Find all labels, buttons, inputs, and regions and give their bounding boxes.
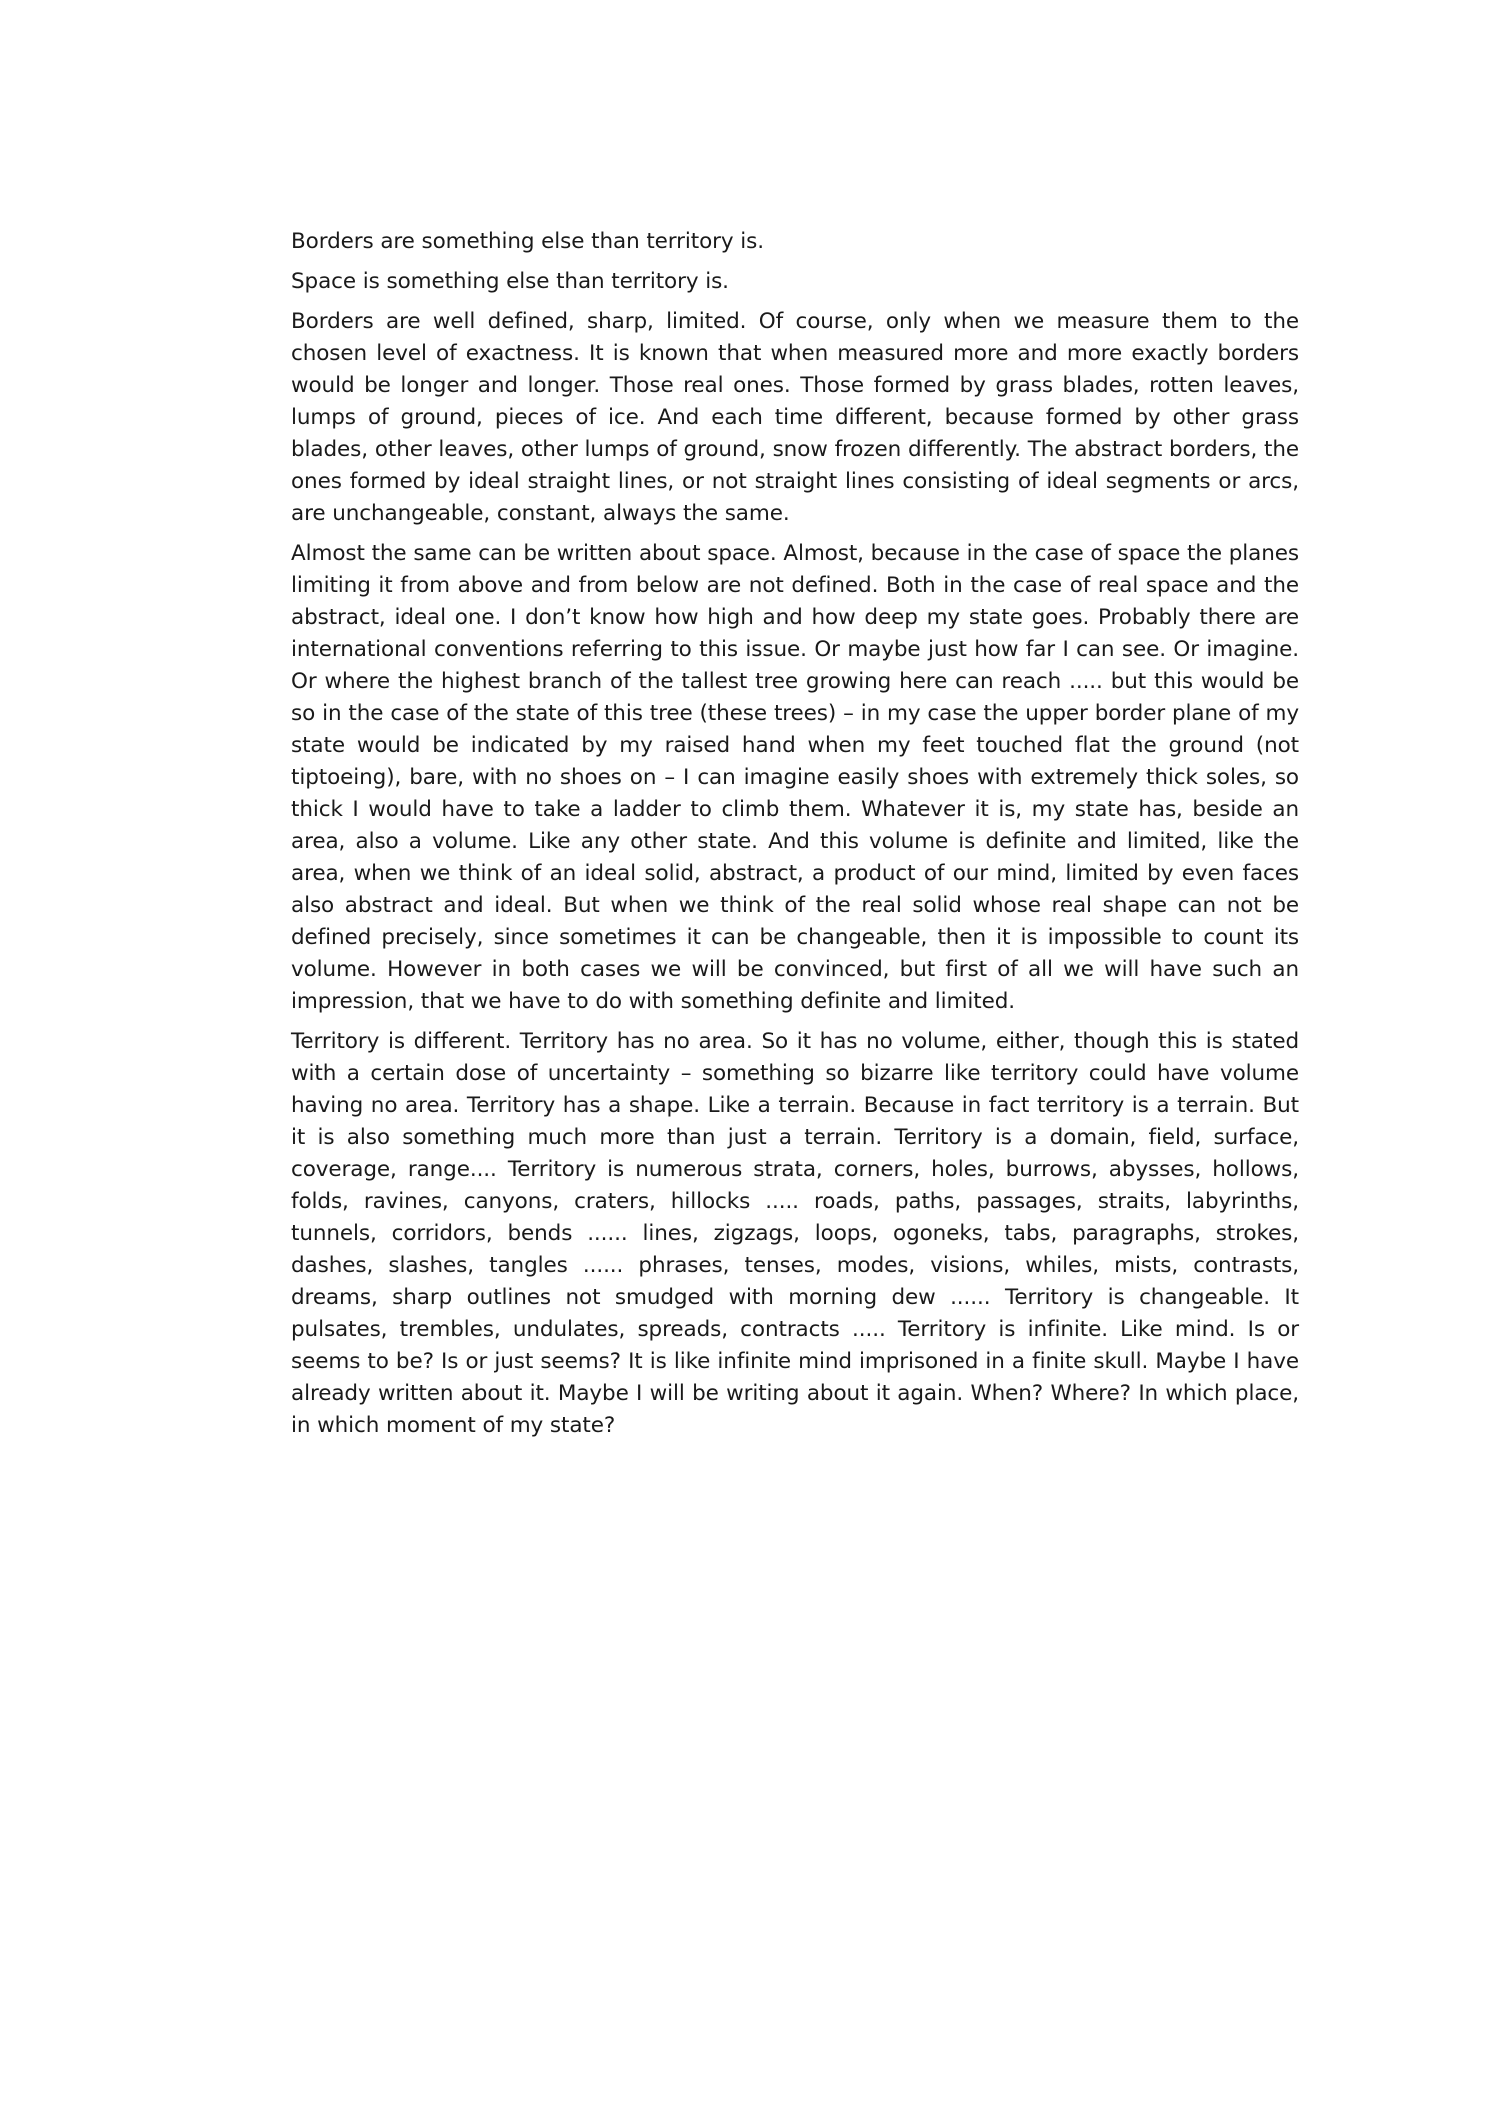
paragraph-borders: Borders are well defined, sharp, limited. Of course, only when we measure them to the chosen level of exactness. It is known that when measured more and more exactly borders would be longer and longer. Those real ones. Those formed by grass blades, rotten leaves, lumps of ground, pieces of ice. And each time different, because formed by other grass blades, other leaves, other lumps of ground, snow frozen differently. The abstract borders, the ones formed by ideal straight lines, or not straight lines consisting of ideal segments or arcs, are unchangeable, constant, always the same. [291,309,1299,526]
paragraph-space: Almost the same can be written about space. Almost, because in the case of space the planes limiting it from above and from below are not defined. Both in the case of real space and the abstract, ideal one. I don’t know how high and how deep my state goes. Probably there are international conventions referring to this issue. Or maybe just how far I can see. Or imagine. Or where the highest branch of the tallest tree growing here can reach ..... but this would be so in the case of the state of this tree (these trees) – in my case the upper border plane of my state would be indicated by my raised hand when my feet touched flat the ground (not tiptoeing), bare, with no shoes on – I can imagine easily shoes with extremely thick soles, so thick I would have to take a ladder to climb them. Whatever it is, my state has, beside an area, also a volume. Like any other state. And this volume is definite and limited, like the area, when we think of an ideal solid, abstract, a product of our mind, limited by even faces also abstract and ideal. But when we think of the real solid whose real shape can not be defined precisely, since sometimes it can be changeable, then it is impossible to count its volume. However in both cases we will be convinced, but first of all we will have such an impression, that we have to do with something definite and limited. [291,541,1299,1014]
paragraph-territory: Territory is different. Territory has no area. So it has no volume, either, though this is stated with a certain dose of uncertainty – something so bizarre like territory could have volume having no area. Territory has a shape. Like a terrain. Because in fact territory is a terrain. But it is also something much more than just a terrain. Territory is a domain, field, surface, coverage, range.... Territory is numerous strata, corners, holes, burrows, abysses, hollows, folds, ravines, canyons, craters, hillocks ..... roads, paths, passages, straits, labyrinths, tunnels, corridors, bends ...... lines, zigzags, loops, ogoneks, tabs, paragraphs, strokes, dashes, slashes, tangles ...... phrases, tenses, modes, visions, whiles, mists, contrasts, dreams, sharp outlines not smudged with morning dew ...... Territory is changeable. It pulsates, trembles, undulates, spreads, contracts ..... Territory is infinite. Like mind. Is or seems to be? Is or just seems? It is like infinite mind imprisoned in a finite skull. Maybe I have already written about it. Maybe I will be writing about it again. When? Where? In which place, in which moment of my state? [291,1029,1299,1438]
paragraph-borders-intro: Borders are something else than territory is. [291,229,764,254]
body-text [291,226,1299,1450]
paragraph-space-intro: Space is something else than territory is. [291,269,729,294]
